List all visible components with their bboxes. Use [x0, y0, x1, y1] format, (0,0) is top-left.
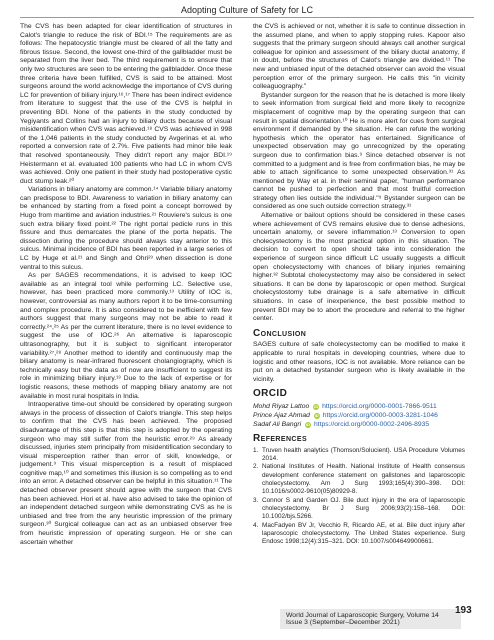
- reference-item: [253, 463, 465, 496]
- page-number: 193: [455, 605, 472, 616]
- body-paragraph: As per SAGES recommendations, it is advised to keep IOC available as an integral tool while performing LC. Selective use, however, has been practiced more commonly.¹³ Utility of IOC is, however, controversial as many authors report it to be time-consuming and complex procedure. It is also considered to be inefficient with few authors suggest that many surgeons may not be able to read it correctly.²⁴,²⁵ As per the current literature, there is no level evidence to suggest the use of IOC.²⁶ An alternative is laparoscopic ultrasonography, but it is subject to significant interoperator variability.²⁷,²⁸ Another method to identify and continuously map the biliary anatomy is near-infrared fluorescent cholangiography, which is technically easy but the data as of now are insufficient to suggest its role in minimizing biliary injury.¹³ Due to the lack of expertise or for logistic reasons, these methods of mapping biliary anatomy are not available in most rural hospitals in India.: [20, 272, 232, 400]
- reference-number: 2.: [253, 463, 259, 471]
- references-heading: References: [253, 432, 308, 444]
- conclusion-text: SAGES culture of safe cholecystectomy can be modified to make it applicable to rural hospitals in developing countries, where due to logistic and other reasons, IOC is not available. More reliance can be put on a detached bystander surgeon who is likely available in the vicinity.: [253, 341, 465, 383]
- orcid-icon: iD: [314, 412, 319, 418]
- body-paragraph: the CVS is achieved or not, whether it is safe to continue dissection in the assumed plane, and when to apply stopping rules. Kapoor also suggests that the primary surgeon should always call another surgical colleague for opinion and assessment of the biliary ductal anatomy, if in doubt, before the structures of Calot's triangle are divided.¹¹ The new and unbiased input of the detached observer can avoid the visual perception error of the primary surgeon. He calls this "in vicinity colleaguography.": [253, 23, 465, 91]
- reference-text: National Institutes of Health. National Institute of Health consensus development conference statement on gallstones and laparoscopic cholecystectomy. Am J Surg 1993;165(4):390–398. DOI: 10.1016/s0002-9610(05)80929-8.: [262, 463, 465, 496]
- journal-footer: World Journal of Laparoscopic Surgery, Volume 14 Issue 3 (September–December 2021): [280, 609, 461, 629]
- reference-item: [253, 522, 465, 547]
- reference-number: 3.: [253, 496, 259, 504]
- right-column: [253, 23, 465, 547]
- author-name: Prince Ajaz Ahmad: [253, 411, 310, 419]
- orcid-heading: ORCID: [253, 388, 288, 400]
- orcid-entry: [253, 402, 465, 411]
- reference-item: [253, 497, 465, 522]
- orcid-link[interactable]: https://orcid.org/0000-0001-7866-9511: [322, 402, 437, 410]
- author-name: Mohd Riyaz Lattoo: [253, 402, 310, 410]
- orcid-link[interactable]: https://orcid.org/0000-0002-2496-8935: [313, 420, 430, 428]
- body-paragraph: Intraoperative time-out should be considered by operating surgeon always in the process of dissection of Calot's triangle. This step helps to confirm that the CVS has been achieved. The proposed disadvantage of this step is that this step is adopted by the operating surgeon who may still suffer from the heuristic error.²⁹ As already discussed, injuries stem principally from misidentification secondary to visual misperception rather than error of skill, knowledge, or judgement.⁹ This visual misperception is a result of misplaced cognitive map,¹⁰ and sometimes this illusion is so compelling as to end into an error. A detached observer can be helpful in this situation.¹¹ The detached observer present should agree with the surgeon that CVS has been achieved. Hori et al. have also advised to take the opinion of an independent detached surgeon while demonstrating CVS as he is unbiased and free from the any heuristic impression of the primary surgeon.³⁰ Surgical colleague can act as an unbiased observer free from heuristic impression of operating surgeon. He or she can ascertain whether: [20, 401, 232, 546]
- orcid-entry: [253, 420, 465, 429]
- body-paragraph: The CVS has been adapted for clear identification of structures in Calot's triangle to reduce the risk of BDI.¹⁵ The requirements are as follows: The hepatocystic triangle must be cleared of all the fatty and fibrous tissue. Second, the lowest one-third of the gallbladder must be separated from the liver bed. The third requirement is to ensure that only two structures are seen to be entering the gallbladder. Once these three criteria have been fulfilled, CVS is said to be attained. Most surgeons around the world acknowledge the importance of CVS during LC for prevention of biliary injury.¹⁶,¹⁷ There has been indirect evidence from literature to suggest that the use of the CVS is helpful in preventing BDI. None of the patients in the study conducted by Yegiyants and Collins had an injury to biliary ducts because of visual misidentification when CVS was achieved.¹⁸ CVS was achieved in 998 of the 1,046 patients in the study conducted by Avgerinas et al. who reported a conversion rate of 2.7%. Five patients had minor bile leak that resolved spontaneously. They didn't report any major BDI.¹⁹ Heistermann et al. evaluated 100 patients who had LC in whom CVS was achieved. Only one patient in their study had postoperative cystic duct stump leak.²⁰: [20, 23, 232, 185]
- body-paragraph: Alternative or bailout options should be considered in these cases where achievement of CVS remains elusive due to dense adhesions, uncertain anatomy, or severe inflammation.¹³ Conversion to open cholecystectomy is the most practical option in this situation. The decision to convert to open should take into consideration the experience of surgeon since difficult LC usually suggests a difficult open cholecystectomy with chances of biliary injuries remaining higher.³² Subtotal cholecystectomy may also be considered in select situations. It can be done by laparoscopic or open method. Surgical cholecystostomy tube drainage is a safe alternative in difficult situations. In case of inexperience, the best possible method to prevent BDI may be to abort the procedure and referral to the higher center.: [253, 212, 465, 323]
- body-paragraph: Bystander surgeon for the reason that he is detached is more likely to seek information from surgical field and more likely to recognize misplacement of cognitive map by the operating surgeon that can result in spatial disorientation.¹⁰ He is more alert for cues from surgical environment if demanded by the situation. He can refute the working hypothesis which the operator has entertained. Significance of unexpected observation may go unrecognized by the operating surgeon due to confirmation bias.⁹ Since detached observer is not committed to a judgment and is free from confirmation bias, he may be able to attach significance to some unexpected observation.³¹ As mentioned by Way et al. in their seminal paper, "human performance cannot be pushed to perfection and that most fruitful correction strategy often lies outside the individual."⁹ Bystander surgeon can be considered as one such outside correction strategy.³¹: [253, 91, 465, 211]
- conclusion-heading: Conclusion: [253, 327, 307, 339]
- header-rule: [20, 17, 474, 18]
- orcid-link[interactable]: https://orcid.org/0000-0003-3281-1046: [322, 411, 438, 419]
- reference-item: [253, 447, 465, 463]
- reference-text: Truven health analytics (Thomson/Solucient). USA Procedure Volumes 2014.: [262, 446, 465, 462]
- orcid-icon: iD: [306, 421, 311, 427]
- orcid-entry: [253, 411, 465, 420]
- left-column: [20, 23, 232, 547]
- reference-text: MacFadyen BV Jr, Vecchio R, Ricardo AE, et al. Bile duct injury after laparoscopic cholecystectomy. The United States experience. Surg Endosc 1998;12(4):315–321. DOI: 10.1007/s004649900661.: [262, 521, 465, 546]
- running-head: Adopting Culture of Safety for LC: [180, 5, 314, 15]
- reference-number: 4.: [253, 521, 259, 529]
- body-paragraph: Variations in biliary anatomy are common.¹⁴ Variable biliary anatomy can predispose to BDI. Awareness to variation in biliary anatomy can be enhanced by starting from a fixed point a concept borrowed by Hugo from maritime and aviation industries.²¹ Rouviere's sulcus is one such extra biliary fixed point.²² The right portal pedicle runs in this fissure and thus demarcates the plane of the porta hepatis. The dissection during the procedure should always stay anterior to this sulcus. Minimal incidence of BDI has been reported in a large series of LC by Huge et al.²¹ and Singh and Ohri²³ when dissection is done ventral to this sulcus.: [20, 186, 232, 271]
- author-name: Sadaf Ali Bangri: [253, 420, 302, 428]
- reference-text: Connor S and Garden OJ. Bile duct injury in the era of laparoscopic cholecystectomy. Br J Surg 2006;93(2):158–168. DOI: 10.1002/bjs.5266.: [262, 496, 465, 521]
- orcid-icon: iD: [314, 403, 319, 409]
- reference-number: 1.: [253, 446, 259, 454]
